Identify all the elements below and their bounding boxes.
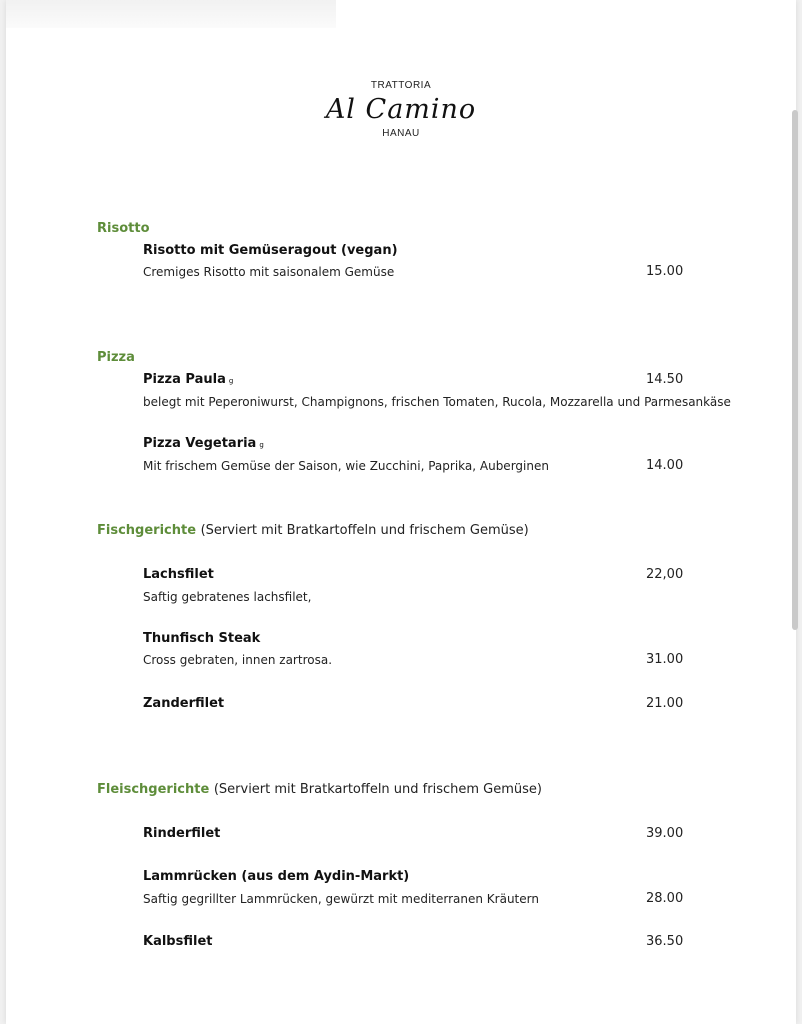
item-name (143, 372, 233, 387)
section-risotto (97, 221, 150, 236)
restaurant-header (6, 80, 796, 139)
item-name-text: Pizza Paula (143, 372, 226, 387)
item-name: Lammrücken (aus dem Aydin-Markt) (143, 869, 410, 884)
header-bottom-tag: HANAU (382, 128, 420, 139)
header-top-tag: TRATTORIA (370, 80, 432, 91)
item-desc: Mit frischem Gemüse der Saison, wie Zucchini, Paprika, Auberginen (143, 459, 549, 473)
top-shadow (6, 0, 336, 28)
allergen-marker: g (259, 441, 264, 449)
item-name: Kalbsfilet (143, 934, 213, 949)
menu-page (6, 0, 796, 1024)
section-title: Risotto (97, 221, 150, 236)
item-desc: belegt mit Peperoniwurst, Champignons, frischen Tomaten, Rucola, Mozzarella und Parmesankäse (143, 395, 731, 409)
item-name-text: Pizza Vegetaria (143, 436, 257, 451)
restaurant-logo: Al Camino (325, 94, 477, 125)
item-price: 31.00 (646, 652, 684, 667)
item-desc: Cross gebraten, innen zartrosa. (143, 653, 333, 667)
section-title: Fischgerichte (97, 523, 197, 538)
item-name: Risotto mit Gemüseragout (vegan) (143, 243, 398, 258)
vertical-scrollbar[interactable] (792, 110, 798, 630)
section-pizza (97, 350, 135, 365)
section-note: (Serviert mit Bratkartoffeln und frischem Gemüse) (200, 523, 529, 538)
item-name: Rinderfilet (143, 826, 221, 841)
section-title: Fleischgerichte (97, 782, 210, 797)
item-desc: Saftig gegrillter Lammrücken, gewürzt mit mediterranen Kräutern (143, 892, 539, 906)
item-price: 14.50 (646, 372, 684, 387)
item-name: Lachsfilet (143, 567, 214, 582)
item-name: Thunfisch Steak (143, 631, 261, 646)
item-price: 22,00 (646, 567, 684, 582)
item-desc: Saftig gebratenes lachsfilet, (143, 590, 312, 604)
item-name (143, 436, 264, 451)
item-price: 28.00 (646, 891, 684, 906)
item-price: 39.00 (646, 826, 684, 841)
section-fisch (97, 523, 529, 538)
item-price: 15.00 (646, 264, 684, 279)
item-price: 36.50 (646, 934, 684, 949)
section-note: (Serviert mit Bratkartoffeln und frischem Gemüse) (213, 782, 542, 797)
section-title: Pizza (97, 350, 135, 365)
allergen-marker: g (228, 377, 234, 385)
item-price: 21.00 (646, 696, 684, 711)
item-name: Zanderfilet (143, 696, 225, 711)
item-desc: Cremiges Risotto mit saisonalem Gemüse (143, 265, 395, 279)
section-fleisch (97, 782, 542, 797)
item-price: 14.00 (646, 458, 684, 473)
